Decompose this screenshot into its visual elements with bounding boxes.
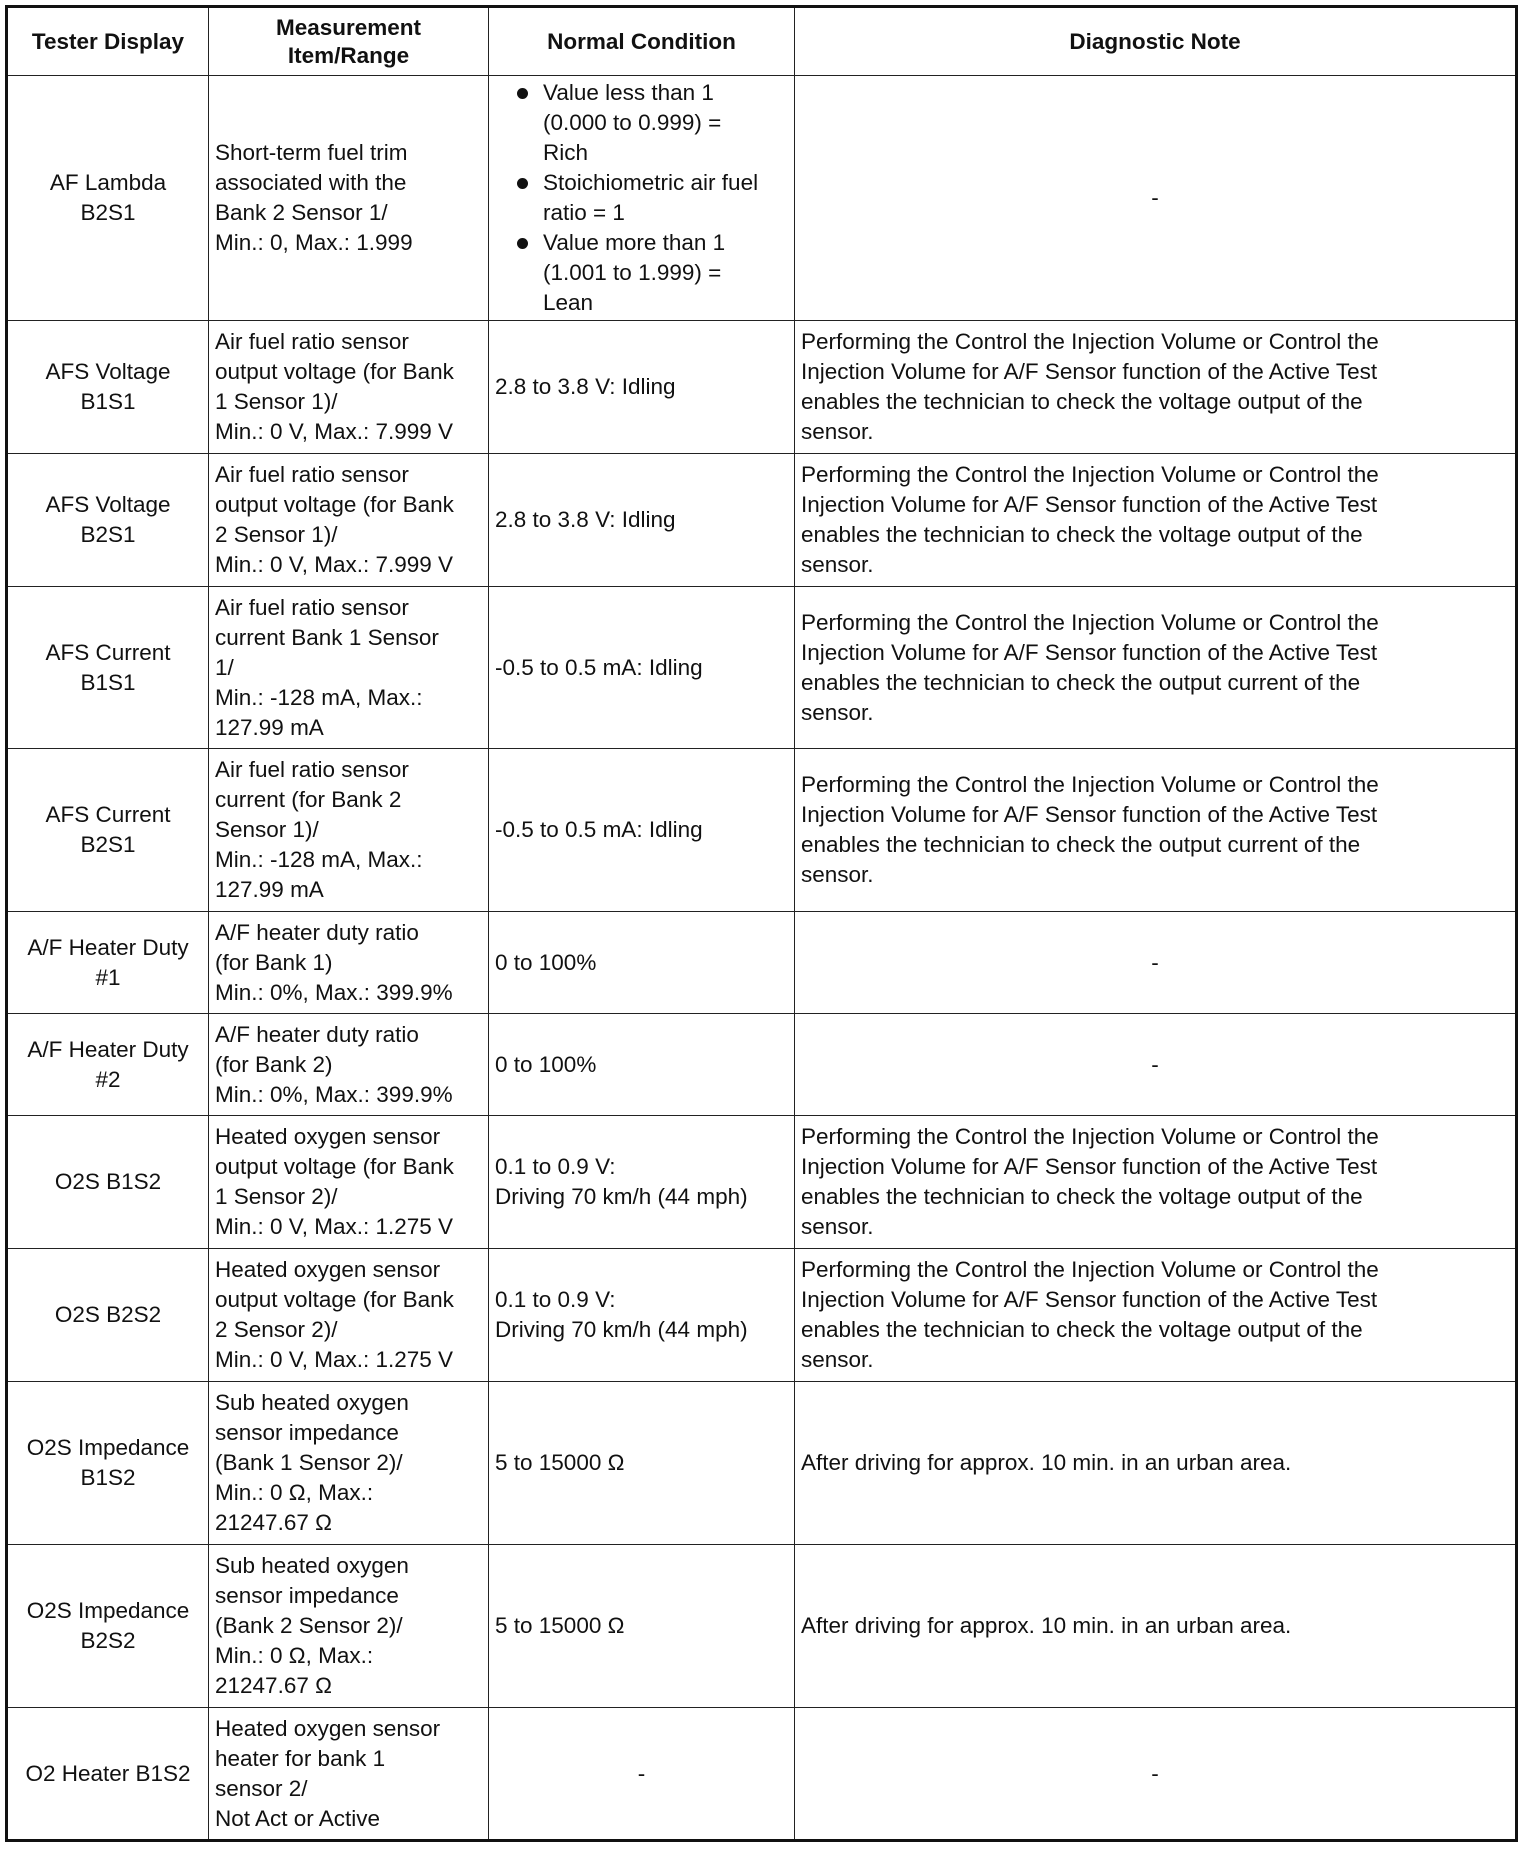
diagnostic-note-cell: Performing the Control the Injection Volume or Control the Injection Volume for A/F Sensor function of the Active Test enables the technician to check the voltage output of the sensor. bbox=[795, 321, 1517, 454]
table-row bbox=[7, 1249, 1517, 1382]
header-normal-condition: Normal Condition bbox=[489, 7, 795, 76]
diagnostic-note-cell: - bbox=[795, 912, 1517, 1014]
diagnostic-note-cell: Performing the Control the Injection Volume or Control the Injection Volume for A/F Sensor function of the Active Test enables the technician to check the voltage output of the sensor. bbox=[795, 454, 1517, 587]
measurement-item-cell: Air fuel ratio sensor current (for Bank 2 Sensor 1)/ Min.: -128 mA, Max.: 127.99 mA bbox=[209, 749, 489, 912]
measurement-item-cell: Sub heated oxygen sensor impedance (Bank 1 Sensor 2)/ Min.: 0 Ω, Max.: 21247.67 Ω bbox=[209, 1382, 489, 1545]
diagnostic-note-cell: After driving for approx. 10 min. in an urban area. bbox=[795, 1382, 1517, 1545]
tester-display-cell: AFS Current B2S1 bbox=[7, 749, 209, 912]
measurement-item-cell: A/F heater duty ratio (for Bank 2) Min.: 0%, Max.: 399.9% bbox=[209, 1014, 489, 1116]
measurement-item-cell: Heated oxygen sensor output voltage (for Bank 2 Sensor 2)/ Min.: 0 V, Max.: 1.275 V bbox=[209, 1249, 489, 1382]
normal-condition-cell: 0 to 100% bbox=[489, 1014, 795, 1116]
diagnostic-note-cell: - bbox=[795, 76, 1517, 321]
tester-display-cell: AFS Voltage B1S1 bbox=[7, 321, 209, 454]
tester-display-cell: O2S Impedance B2S2 bbox=[7, 1545, 209, 1708]
diagnostic-note-cell: - bbox=[795, 1708, 1517, 1841]
data-table bbox=[5, 5, 1518, 1842]
tester-display-cell: O2 Heater B1S2 bbox=[7, 1708, 209, 1841]
diagnostic-note-cell: After driving for approx. 10 min. in an urban area. bbox=[795, 1545, 1517, 1708]
measurement-item-cell: Heated oxygen sensor heater for bank 1 sensor 2/ Not Act or Active bbox=[209, 1708, 489, 1841]
header-diagnostic-note: Diagnostic Note bbox=[795, 7, 1517, 76]
tester-display-cell: AFS Current B1S1 bbox=[7, 587, 209, 749]
measurement-item-cell: A/F heater duty ratio (for Bank 1) Min.: 0%, Max.: 399.9% bbox=[209, 912, 489, 1014]
bullet-item: Value less than 1 (0.000 to 0.999) = Rich bbox=[495, 78, 788, 168]
normal-condition-cell: 2.8 to 3.8 V: Idling bbox=[489, 321, 795, 454]
header-tester-display: Tester Display bbox=[7, 7, 209, 76]
normal-condition-cell: -0.5 to 0.5 mA: Idling bbox=[489, 749, 795, 912]
bullet-item: Value more than 1 (1.001 to 1.999) = Lean bbox=[495, 228, 788, 318]
table-row bbox=[7, 1708, 1517, 1841]
diagnostic-note-cell: Performing the Control the Injection Volume or Control the Injection Volume for A/F Sensor function of the Active Test enables the technician to check the output current of the sensor. bbox=[795, 587, 1517, 749]
normal-condition-cell: 0 to 100% bbox=[489, 912, 795, 1014]
diagnostic-note-cell: Performing the Control the Injection Volume or Control the Injection Volume for A/F Sensor function of the Active Test enables the technician to check the voltage output of the sensor. bbox=[795, 1116, 1517, 1249]
measurement-item-cell: Sub heated oxygen sensor impedance (Bank 2 Sensor 2)/ Min.: 0 Ω, Max.: 21247.67 Ω bbox=[209, 1545, 489, 1708]
table-row bbox=[7, 912, 1517, 1014]
table-row bbox=[7, 321, 1517, 454]
measurement-item-cell: Air fuel ratio sensor output voltage (for Bank 2 Sensor 1)/ Min.: 0 V, Max.: 7.999 V bbox=[209, 454, 489, 587]
table-row bbox=[7, 1116, 1517, 1249]
measurement-item-cell: Air fuel ratio sensor output voltage (for Bank 1 Sensor 1)/ Min.: 0 V, Max.: 7.999 V bbox=[209, 321, 489, 454]
tester-display-cell: O2S B1S2 bbox=[7, 1116, 209, 1249]
diagnostic-note-cell: Performing the Control the Injection Volume or Control the Injection Volume for A/F Sensor function of the Active Test enables the technician to check the output current of the sensor. bbox=[795, 749, 1517, 912]
measurement-item-cell: Air fuel ratio sensor current Bank 1 Sensor 1/ Min.: -128 mA, Max.: 127.99 mA bbox=[209, 587, 489, 749]
diagnostic-note-cell: - bbox=[795, 1014, 1517, 1116]
normal-condition-cell: 5 to 15000 Ω bbox=[489, 1545, 795, 1708]
tester-display-cell: A/F Heater Duty #1 bbox=[7, 912, 209, 1014]
table-row bbox=[7, 587, 1517, 749]
page bbox=[5, 5, 1518, 1842]
normal-condition-cell: - bbox=[489, 1708, 795, 1841]
measurement-item-cell: Short-term fuel trim associated with the Bank 2 Sensor 1/ Min.: 0, Max.: 1.999 bbox=[209, 76, 489, 321]
tester-display-cell: A/F Heater Duty #2 bbox=[7, 1014, 209, 1116]
measurement-item-cell: Heated oxygen sensor output voltage (for Bank 1 Sensor 2)/ Min.: 0 V, Max.: 1.275 V bbox=[209, 1116, 489, 1249]
table-row bbox=[7, 1382, 1517, 1545]
table-row bbox=[7, 1014, 1517, 1116]
normal-condition-cell: 5 to 15000 Ω bbox=[489, 1382, 795, 1545]
normal-condition-cell bbox=[489, 76, 795, 321]
normal-condition-cell: 0.1 to 0.9 V: Driving 70 km/h (44 mph) bbox=[489, 1116, 795, 1249]
normal-condition-cell: -0.5 to 0.5 mA: Idling bbox=[489, 587, 795, 749]
tester-display-cell: O2S Impedance B1S2 bbox=[7, 1382, 209, 1545]
table-row bbox=[7, 76, 1517, 321]
tester-display-cell: AFS Voltage B2S1 bbox=[7, 454, 209, 587]
header-measurement-item: Measurement Item/Range bbox=[209, 7, 489, 76]
normal-condition-cell: 2.8 to 3.8 V: Idling bbox=[489, 454, 795, 587]
header-row bbox=[7, 7, 1517, 76]
normal-condition-cell: 0.1 to 0.9 V: Driving 70 km/h (44 mph) bbox=[489, 1249, 795, 1382]
table-row bbox=[7, 454, 1517, 587]
table-row bbox=[7, 1545, 1517, 1708]
diagnostic-note-cell: Performing the Control the Injection Volume or Control the Injection Volume for A/F Sensor function of the Active Test enables the technician to check the voltage output of the sensor. bbox=[795, 1249, 1517, 1382]
tester-display-cell: O2S B2S2 bbox=[7, 1249, 209, 1382]
normal-condition-list bbox=[495, 78, 788, 318]
bullet-item: Stoichiometric air fuel ratio = 1 bbox=[495, 168, 788, 228]
table-row bbox=[7, 749, 1517, 912]
tester-display-cell: AF Lambda B2S1 bbox=[7, 76, 209, 321]
